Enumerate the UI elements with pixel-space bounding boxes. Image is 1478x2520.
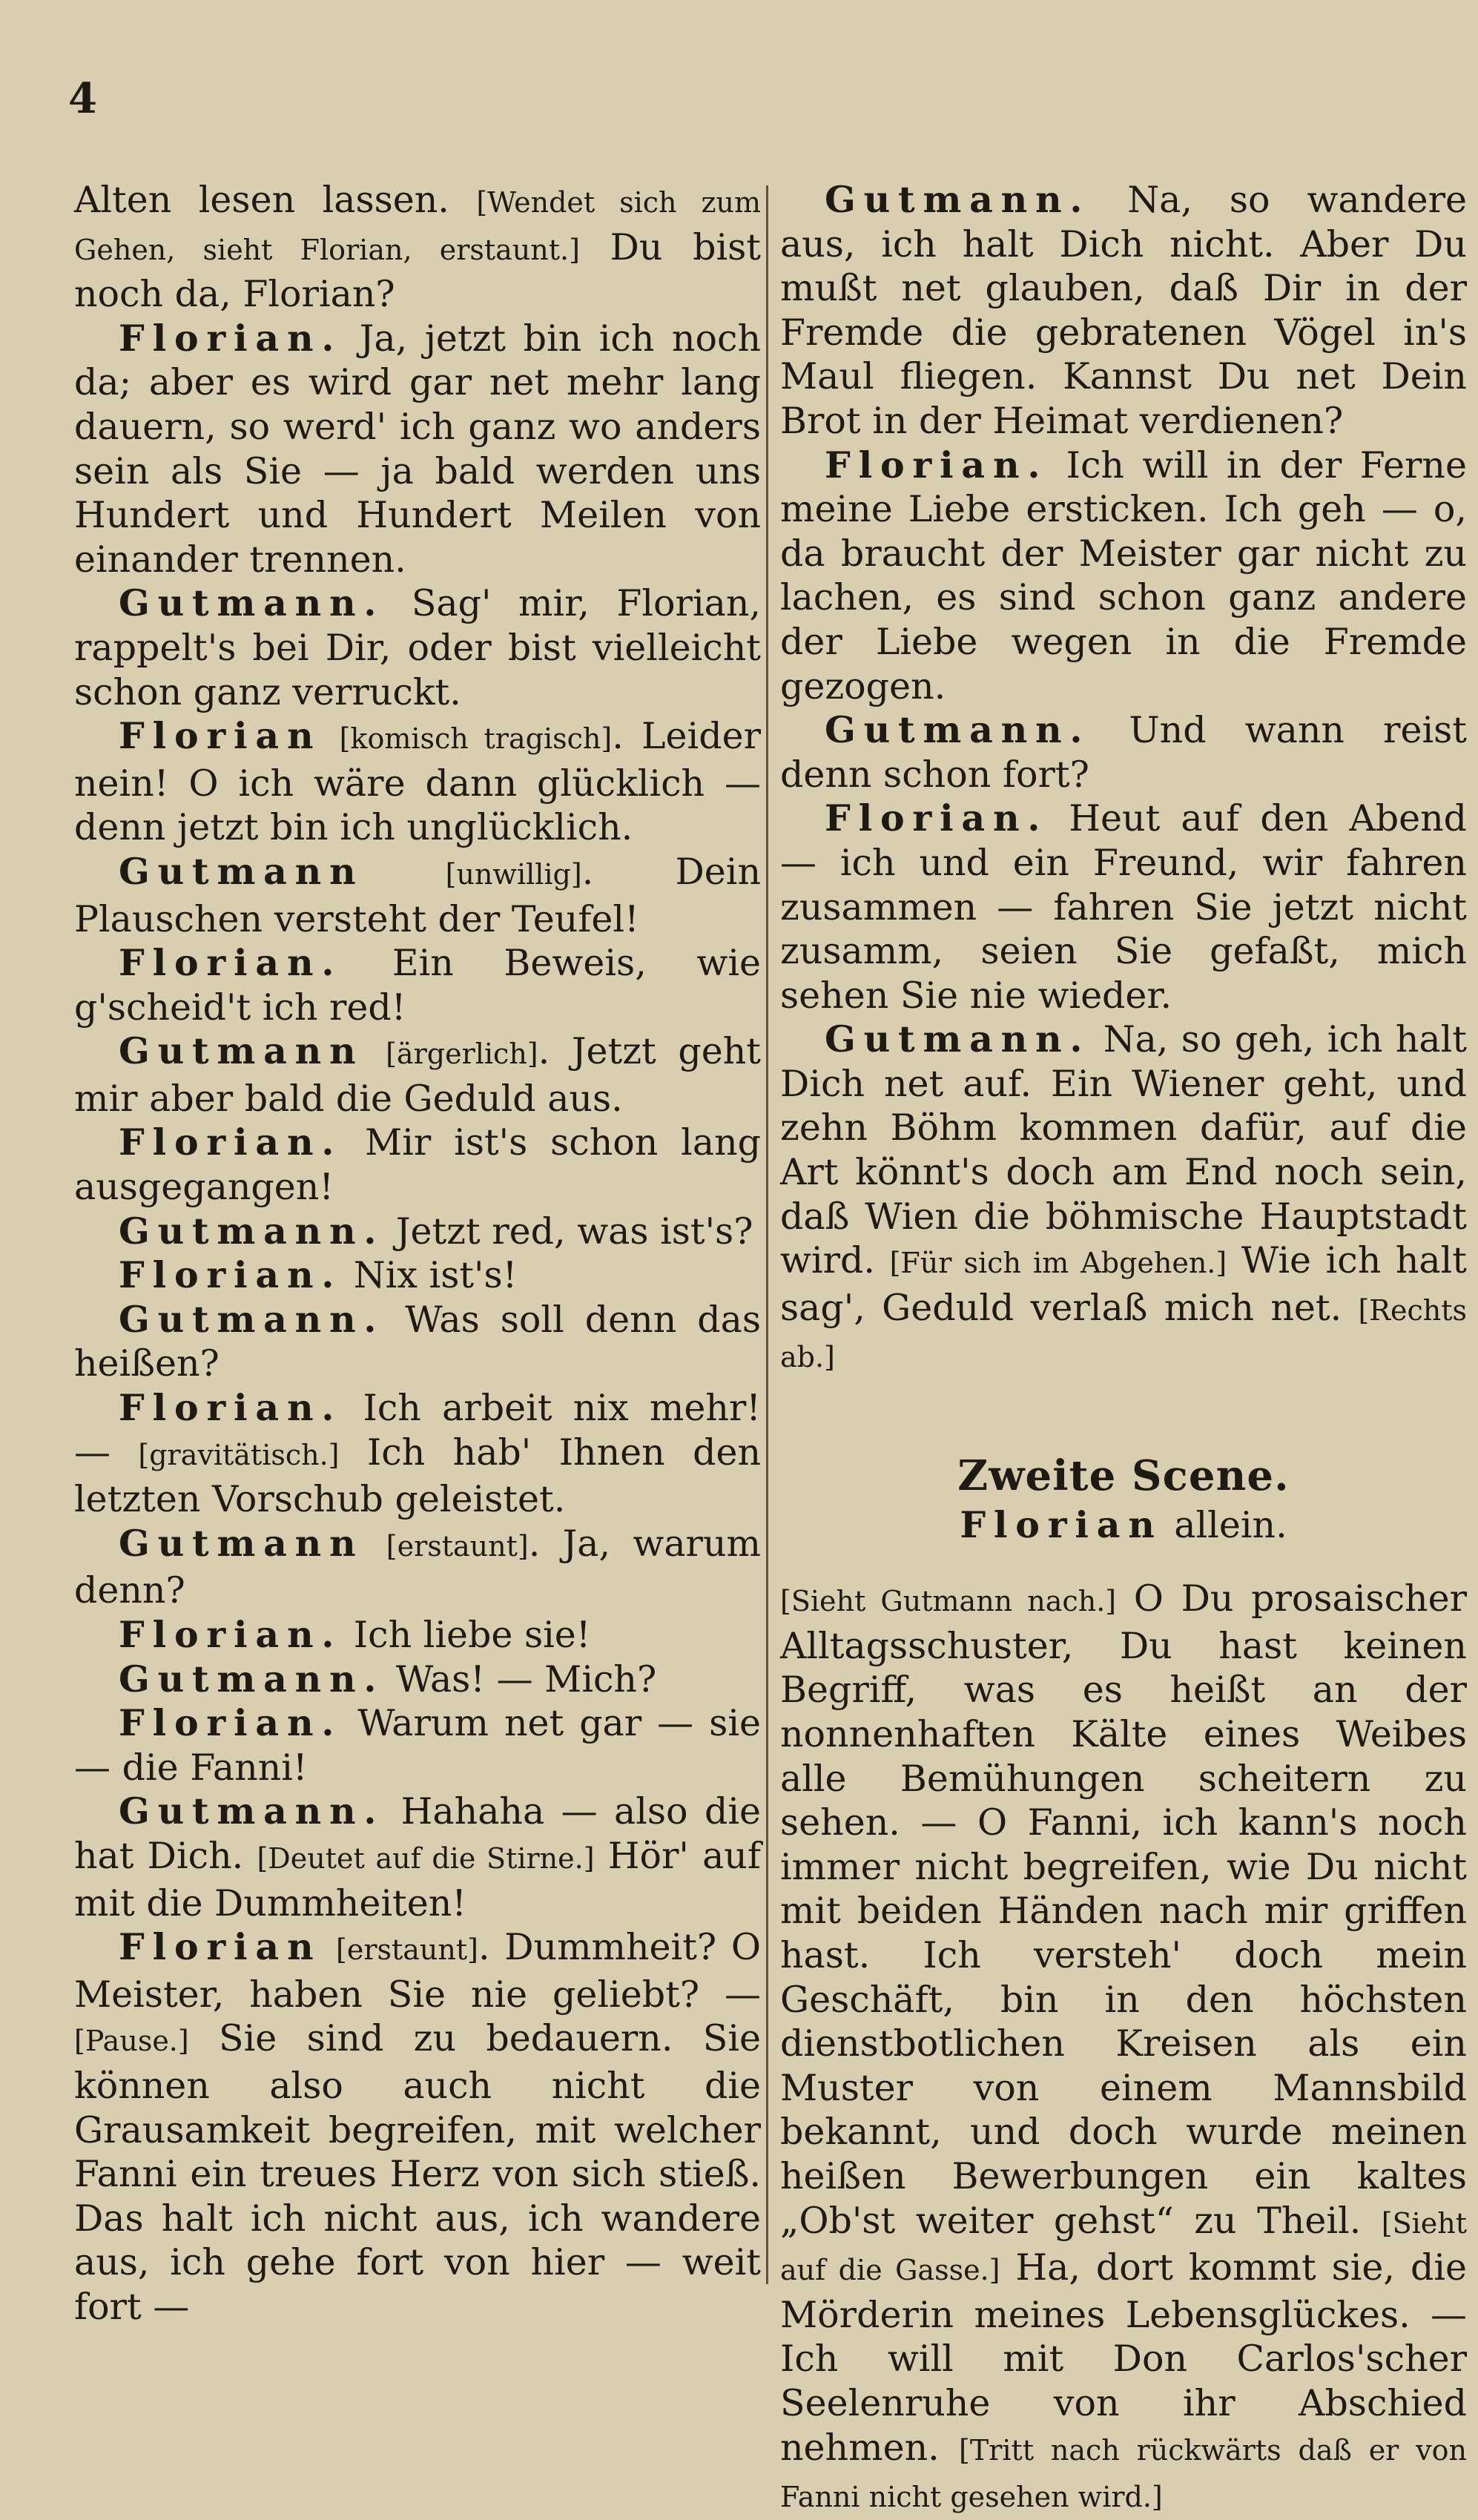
dialogue-paragraph <box>74 1253 761 1298</box>
dialogue-paragraph <box>780 796 1467 1017</box>
dialogue-text: Du bist noch da, Florian? <box>74 225 761 316</box>
speaker-name: Gutmann. <box>119 1209 385 1253</box>
stage-direction: [unwillig] <box>445 857 582 891</box>
dialogue-paragraph <box>74 941 761 1029</box>
dialogue-text: Ein Beweis, wie g'scheid't ich red! <box>74 942 761 1029</box>
stage-direction: [Sieht Gutmann nach.] <box>780 1585 1117 1618</box>
dialogue-text <box>321 1926 336 1968</box>
stage-direction: [Pause.] <box>74 2025 189 2058</box>
dialogue-text: . Ja, warum denn? <box>74 1522 761 1612</box>
dialogue-paragraph <box>74 1790 761 1925</box>
stage-direction: [gravitätisch.] <box>138 1438 340 1471</box>
left-column <box>74 178 761 2329</box>
dialogue-paragraph <box>74 1925 761 2329</box>
dialogue-text: Mir ist's schon lang ausgegangen! <box>74 1121 761 1209</box>
dialogue-paragraph <box>74 714 761 850</box>
speaker-name: Gutmann. <box>825 708 1091 752</box>
speaker-name: Florian. <box>119 1386 343 1430</box>
speaker-name: Florian. <box>119 941 343 985</box>
dialogue-text: . Leider nein! O ich wäre dann glücklich — denn jetzt bin ich unglücklich. <box>74 715 762 849</box>
speaker-name: Florian. <box>825 796 1049 840</box>
dialogue-paragraph <box>74 850 761 941</box>
dialogue-text: . Dummheit? O Meister, haben Sie nie geliebt? — <box>74 1926 762 2016</box>
dialogue-paragraph <box>74 1522 761 1613</box>
speaker-name: Gutmann. <box>119 1657 385 1701</box>
stage-direction: [Sieht auf die Gasse.] <box>780 2206 1467 2287</box>
speaker-name: Florian. <box>119 316 343 360</box>
dialogue-text: Warum net gar — sie — die Fanni! <box>74 1702 761 1789</box>
page-number: 4 <box>68 74 97 123</box>
stage-direction: [komisch tragisch] <box>339 722 613 756</box>
scene-subtitle-rest: allein. <box>1162 1503 1287 1546</box>
speaker-name: Florian <box>119 714 322 758</box>
dialogue-text: . Jetzt geht mir aber bald die Geduld aus. <box>74 1030 762 1120</box>
dialogue-text: Heut auf den Abend — ich und ein Freund, wir fahren zusammen — fahren Sie jetzt nicht zusamm, seien Sie gefaßt, mich sehen Sie nie wieder. <box>780 797 1467 1017</box>
dialogue-text: Und wann reist denn schon fort? <box>780 709 1467 796</box>
dialogue-paragraph <box>74 1210 761 1254</box>
dialogue-text <box>363 1523 386 1565</box>
dialogue-text: Na, so geh, ich halt Dich net auf. Ein Wiener geht, und zehn Böhm kommen dafür, auf die Art könnt's doch am End noch sein, daß Wien die böhmische Hauptstadt wird. <box>780 1018 1467 1282</box>
dialogue-text: Wie ich halt sag', Geduld verlaß mich net. <box>780 1239 1467 1329</box>
dialogue-paragraph <box>74 1298 761 1386</box>
dialogue-paragraph <box>74 1701 761 1790</box>
speaker-name: Florian. <box>119 1121 343 1164</box>
stage-direction: [Rechts ab.] <box>780 1293 1467 1374</box>
dialogue-paragraph <box>74 1386 761 1522</box>
dialogue-text: Ich will in der Ferne meine Liebe ersticken. Ich geh — o, da braucht der Meister gar nicht zu lachen, es sind schon ganz andere der Liebe wegen in die Fremde gezogen. <box>780 443 1467 707</box>
dialogue-text: Ha, dort kommt sie, die Mörderin meines Lebensglückes. — Ich will mit Don Carlos'scher Seelenruhe von ihr Abschied nehmen. <box>780 2246 1467 2469</box>
dialogue-text: Ich hab' Ihnen den letzten Vorschub geleistet. <box>74 1431 761 1521</box>
stage-direction: [erstaunt] <box>386 1529 529 1563</box>
dialogue-paragraph <box>74 581 761 714</box>
dialogue-text: . Dein Plauschen versteht der Teufel! <box>74 850 762 940</box>
dialogue-text: Nix ist's! <box>342 1254 518 1297</box>
dialogue-paragraph <box>780 1017 1467 1380</box>
dialogue-text: Ich liebe sie! <box>342 1614 591 1656</box>
speaker-name: Gutmann <box>119 1029 364 1073</box>
dialogue-paragraph <box>780 708 1467 796</box>
speaker-name: Gutmann. <box>825 1017 1091 1061</box>
dialogue-text <box>363 851 445 893</box>
dialogue-text: Was soll denn das heißen? <box>74 1298 761 1385</box>
dialogue-text: Hahaha — also die hat Dich. <box>74 1790 761 1877</box>
dialogue-text: Jetzt red, was ist's? <box>384 1210 753 1253</box>
dialogue-paragraph <box>74 1613 761 1658</box>
speaker-name: Florian. <box>119 1253 343 1297</box>
speaker-name: Florian. <box>825 443 1049 486</box>
scene-subheading <box>780 1503 1467 1548</box>
stage-direction: [erstaunt] <box>336 1933 478 1967</box>
dialogue-text: Ja, jetzt bin ich noch da; aber es wird gar net mehr lang dauern, so werd' ich ganz wo anders sein als Sie — ja bald werden uns Hundert und Hundert Meilen von einander trennen. <box>74 317 761 581</box>
dialogue-text: Was! — Mich? <box>384 1658 657 1701</box>
speaker-name: Florian <box>119 1925 322 1969</box>
dialogue-text <box>363 1030 386 1072</box>
stage-direction: [Wendet sich zum Gehen, sieht Florian, erstaunt.] <box>74 186 761 266</box>
speaker-name: Gutmann. <box>825 178 1091 221</box>
column-divider <box>766 185 768 2284</box>
dialogue-text: Na, so wandere aus, ich halt Dich nicht. Aber Du mußt net glauben, daß Dir in der Fremde die gebratenen Vögel in's Maul fliegen. Kannst Du net Dein Brot in der Heimat verdienen? <box>780 179 1467 442</box>
scene-heading: Zweite Scene. <box>957 1451 1290 1501</box>
stage-direction: [ärgerlich] <box>386 1038 538 1071</box>
dialogue-text: Hör' auf mit die Dummheiten! <box>74 1834 761 1924</box>
stage-direction: [Deutet auf die Stirne.] <box>257 1841 595 1875</box>
dialogue-text <box>321 715 339 757</box>
speaker-name: Florian. <box>119 1613 343 1656</box>
continued-paragraph <box>780 1577 1467 2519</box>
speaker-name: Gutmann <box>119 1521 364 1565</box>
speaker-name: Gutmann. <box>119 581 385 625</box>
dialogue-text: O Du prosaischer Alltagsschuster, Du hast keinen Begriff, was es heißt an der nonnenhaften Kälte eines Weibes alle Bemühungen scheitern zu sehen. — O Fanni, ich kann's noch immer nicht begreifen, wie Du nicht mit beiden Händen nach mir griffen hast. Ich versteh' doch mein Geschäft, bin in den höchsten dienstbotlichen Kreisen als ein Muster von einem Mannsbild bekannt, und doch wurde meinen heißen Bewerbungen ein kaltes „Ob'st weiter gehst“ zu Theil. <box>780 1577 1467 2242</box>
dialogue-paragraph <box>74 1029 761 1121</box>
dialogue-paragraph <box>780 443 1467 709</box>
stage-direction: [Für sich im Abgehen.] <box>889 1247 1227 1280</box>
dialogue-paragraph <box>780 178 1467 443</box>
dialogue-text: Sag' mir, Florian, rappelt's bei Dir, oder bist vielleicht schon ganz verruckt. <box>74 582 761 713</box>
dialogue-text: Ich arbeit nix mehr! — <box>74 1387 761 1474</box>
speaker-name: Gutmann. <box>119 1790 385 1833</box>
stage-direction: [Tritt nach rückwärts daß er von Fanni nicht gesehen wird.] <box>780 2433 1467 2514</box>
dialogue-text: Sie sind zu bedauern. Sie können also auch nicht die Grausamkeit begreifen, mit welcher Fanni ein treues Herz von sich stieß. Das halt ich nicht aus, ich wandere aus, ich gehe fort von hier — weit fort — <box>74 2017 761 2328</box>
scene-subtitle-speaker: Florian <box>960 1503 1163 1546</box>
dialogue-paragraph <box>74 317 761 582</box>
continued-paragraph <box>74 178 761 317</box>
speaker-name: Gutmann <box>119 849 364 893</box>
dialogue-paragraph <box>74 1658 761 1702</box>
right-column <box>780 178 1467 2520</box>
speaker-name: Florian. <box>119 1701 343 1745</box>
dialogue-paragraph <box>74 1121 761 1209</box>
speaker-name: Gutmann. <box>119 1297 385 1341</box>
dialogue-text: Alten lesen lassen. <box>74 179 477 221</box>
